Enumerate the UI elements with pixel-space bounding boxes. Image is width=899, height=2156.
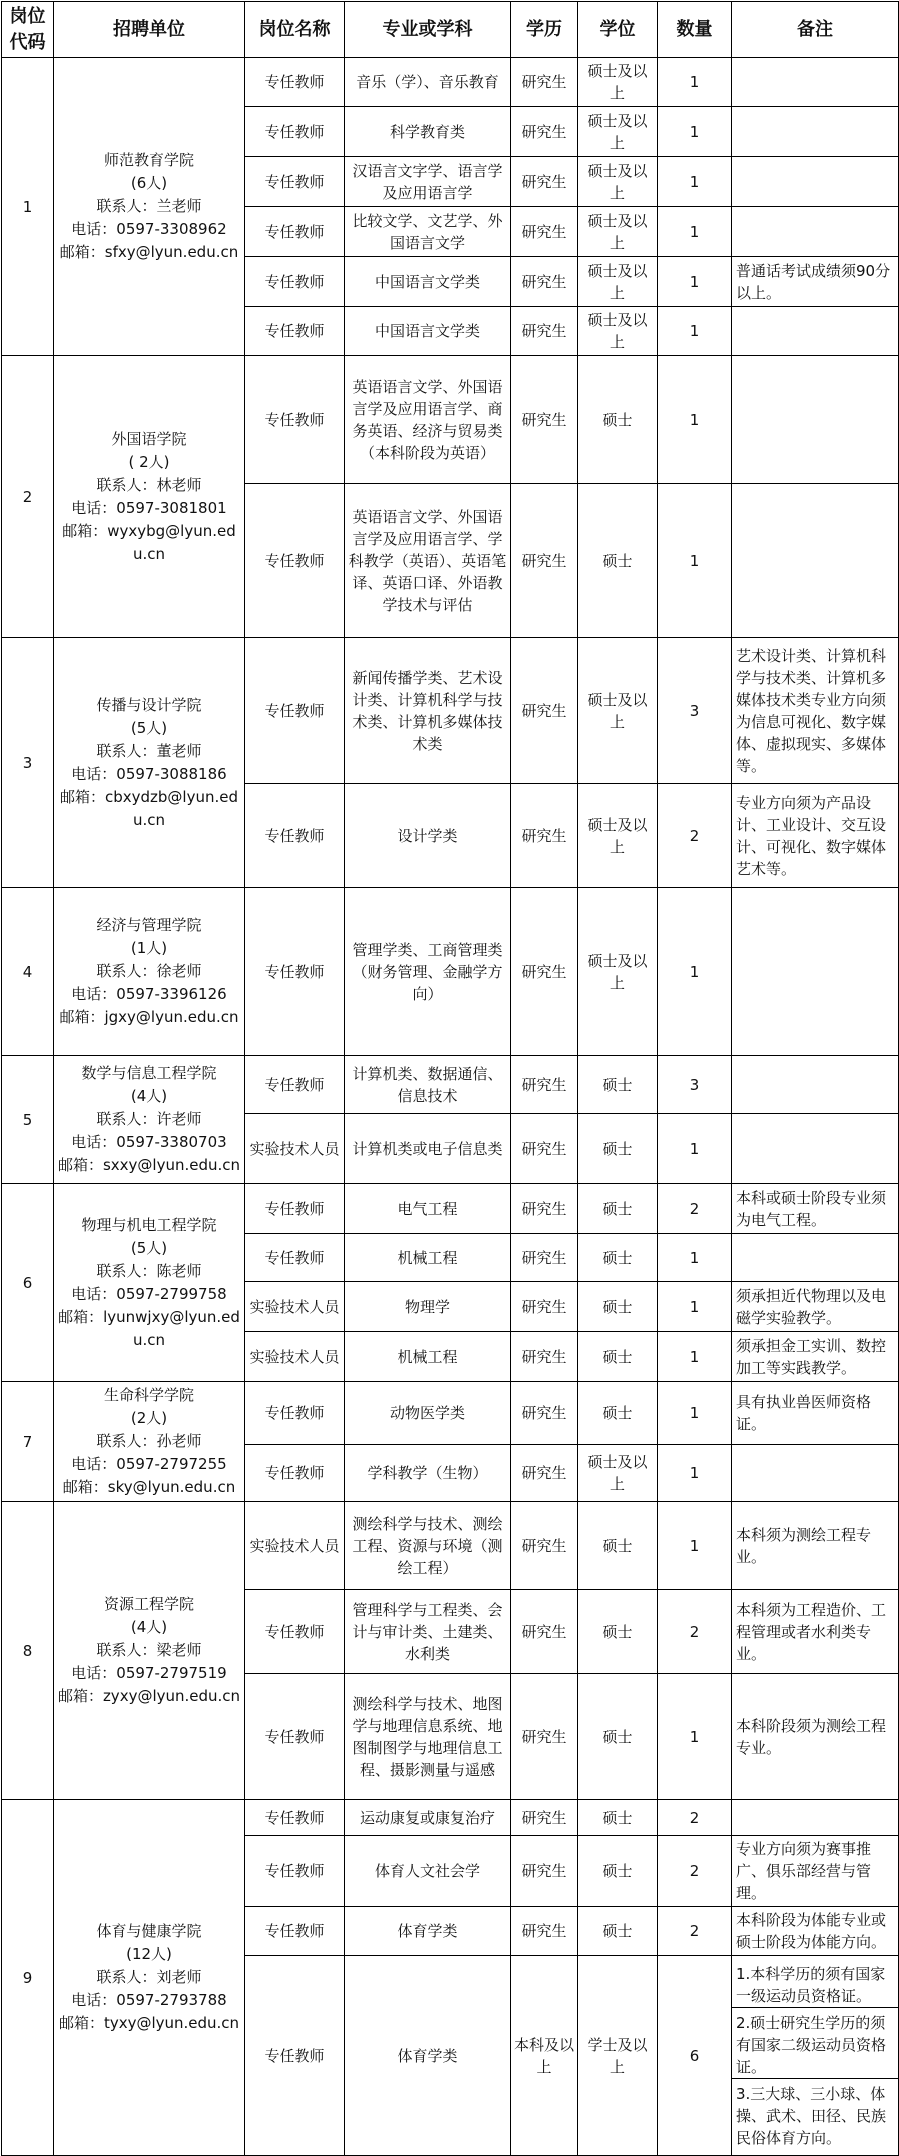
major-field: 学科教学（生物）	[345, 1445, 511, 1502]
table-row	[2, 888, 899, 1056]
unit-info	[54, 356, 245, 638]
unit-phone: 电话：0597-3380703	[71, 1133, 227, 1151]
degree: 硕士及以上	[578, 638, 658, 784]
position-name: 专任教师	[245, 1382, 345, 1445]
table-body	[2, 58, 899, 2156]
major-field: 体育学类	[345, 1956, 511, 2156]
unit-email: 邮箱：tyxy@lyun.edu.cn	[58, 2014, 240, 2032]
note-cell: 专业方向须为产品设计、工业设计、交互设计、可视化、数字媒体艺术等。	[732, 784, 899, 888]
unit-name: 生命科学学院	[103, 1386, 194, 1404]
degree: 硕士	[578, 1234, 658, 1282]
education: 研究生	[511, 484, 578, 638]
count: 1	[658, 58, 732, 107]
degree: 硕士	[578, 1800, 658, 1836]
count: 1	[658, 888, 732, 1056]
unit-name: 经济与管理学院	[96, 916, 202, 934]
unit-code: 9	[2, 1800, 54, 2156]
unit-info	[54, 1056, 245, 1184]
unit-info	[54, 888, 245, 1056]
recruitment-table	[1, 1, 899, 2156]
unit-info	[54, 1502, 245, 1800]
education: 研究生	[511, 638, 578, 784]
unit-email: 邮箱：sky@lyun.edu.cn	[62, 1478, 236, 1496]
education: 研究生	[511, 1184, 578, 1234]
major-field: 音乐（学）、音乐教育	[345, 58, 511, 107]
major-field: 管理学类、工商管理类（财务管理、金融学方向）	[345, 888, 511, 1056]
unit-email: 邮箱：lyunwjxy@lyun.edu.cn	[58, 1307, 240, 1349]
unit-name: 外国语学院	[111, 429, 187, 448]
note-cell	[732, 1800, 899, 1836]
header-education: 学历	[511, 2, 578, 58]
unit-name: 物理与机电工程学院	[81, 1215, 217, 1234]
major-field: 电气工程	[345, 1184, 511, 1234]
education: 研究生	[511, 257, 578, 307]
major-field: 计算机类或电子信息类	[345, 1114, 511, 1184]
major-field: 体育人文社会学	[345, 1836, 511, 1907]
unit-name: 师范教育学院	[103, 151, 194, 169]
count: 1	[658, 356, 732, 484]
education: 研究生	[511, 356, 578, 484]
unit-contact: 联系人：董老师	[96, 741, 202, 760]
unit-headcount: ( 2人)	[128, 452, 170, 471]
note-cell: 本科或硕士阶段专业须为电气工程。	[732, 1184, 899, 1234]
table-row	[2, 1184, 899, 1234]
note-cell: 具有执业兽医师资格证。	[732, 1382, 899, 1445]
header-major: 专业或学科	[345, 2, 511, 58]
position-name: 专任教师	[245, 207, 345, 257]
degree: 硕士	[578, 356, 658, 484]
education: 研究生	[511, 1836, 578, 1907]
unit-info	[54, 1184, 245, 1382]
major-field: 科学教育类	[345, 107, 511, 157]
education: 研究生	[511, 1590, 578, 1674]
degree: 硕士及以上	[578, 1445, 658, 1502]
unit-contact: 联系人：梁老师	[96, 1641, 202, 1659]
count: 1	[658, 484, 732, 638]
major-field: 计算机类、数据通信、信息技术	[345, 1056, 511, 1114]
count: 1	[658, 1114, 732, 1184]
unit-phone: 电话：0597-2793788	[71, 1991, 227, 2009]
note-cell	[732, 1445, 899, 1502]
header-note: 备注	[732, 2, 899, 58]
major-field: 中国语言文学类	[345, 307, 511, 356]
table-row	[2, 638, 899, 784]
degree: 硕士及以上	[578, 784, 658, 888]
degree: 硕士	[578, 1674, 658, 1800]
header-count: 数量	[658, 2, 732, 58]
header-row	[2, 2, 899, 58]
education: 研究生	[511, 888, 578, 1056]
unit-email: 邮箱：sfxy@lyun.edu.cn	[59, 243, 239, 261]
unit-code: 8	[2, 1502, 54, 1800]
table-row	[2, 1502, 899, 1590]
note-cell	[732, 207, 899, 257]
unit-info	[54, 1800, 245, 2156]
position-name: 专任教师	[245, 1907, 345, 1956]
degree: 硕士及以上	[578, 107, 658, 157]
degree: 硕士	[578, 1502, 658, 1590]
unit-name: 资源工程学院	[103, 1595, 194, 1613]
degree: 硕士	[578, 1282, 658, 1332]
position-name: 专任教师	[245, 1056, 345, 1114]
unit-email: 邮箱：jgxy@lyun.edu.cn	[59, 1008, 239, 1026]
major-field: 设计学类	[345, 784, 511, 888]
count: 2	[658, 1800, 732, 1836]
education: 研究生	[511, 1502, 578, 1590]
degree: 硕士及以上	[578, 888, 658, 1056]
note-cell	[732, 107, 899, 157]
unit-code: 2	[2, 356, 54, 638]
unit-contact: 联系人：孙老师	[96, 1432, 202, 1450]
major-field: 汉语言文字学、语言学及应用语言学	[345, 157, 511, 207]
unit-name: 传播与设计学院	[96, 695, 202, 714]
note-cell: 本科阶段为体能专业或硕士阶段为体能方向。	[732, 1907, 899, 1956]
unit-contact: 联系人：徐老师	[96, 962, 202, 980]
count: 3	[658, 638, 732, 784]
unit-code: 3	[2, 638, 54, 888]
degree: 硕士及以上	[578, 157, 658, 207]
header-code: 岗位代码	[2, 2, 54, 58]
position-name: 专任教师	[245, 1956, 345, 2156]
major-field: 测绘科学与技术、地图学与地理信息系统、地图制图学与地理信息工程、摄影测量与遥感	[345, 1674, 511, 1800]
count: 2	[658, 1184, 732, 1234]
major-field: 物理学	[345, 1282, 511, 1332]
unit-code: 5	[2, 1056, 54, 1184]
unit-phone: 电话：0597-2799758	[71, 1284, 227, 1303]
note-part: 2.硕士研究生学历的须有国家二级运动员资格证。	[732, 2007, 898, 2078]
major-field: 运动康复或康复治疗	[345, 1800, 511, 1836]
position-name: 专任教师	[245, 307, 345, 356]
note-cell	[732, 356, 899, 484]
position-name: 专任教师	[245, 356, 345, 484]
position-name: 专任教师	[245, 1184, 345, 1234]
count: 1	[658, 1234, 732, 1282]
note-cell	[732, 1114, 899, 1184]
education: 研究生	[511, 1234, 578, 1282]
note-cell	[732, 888, 899, 1056]
count: 1	[658, 1502, 732, 1590]
count: 3	[658, 1056, 732, 1114]
count: 2	[658, 1836, 732, 1907]
count: 1	[658, 107, 732, 157]
note-cell: 艺术设计类、计算机科学与技术类、计算机多媒体技术类专业方向须为信息可视化、数字媒体、虚拟现实、多媒体等。	[732, 638, 899, 784]
education: 研究生	[511, 1382, 578, 1445]
degree: 硕士	[578, 1382, 658, 1445]
education: 研究生	[511, 1056, 578, 1114]
table-row	[2, 58, 899, 107]
count: 6	[658, 1956, 732, 2156]
major-field: 体育学类	[345, 1907, 511, 1956]
degree: 硕士及以上	[578, 58, 658, 107]
unit-contact: 联系人：陈老师	[96, 1261, 202, 1280]
major-field: 新闻传播学类、艺术设计类、计算机科学与技术类、计算机多媒体技术类	[345, 638, 511, 784]
position-name: 专任教师	[245, 257, 345, 307]
note-cell	[732, 307, 899, 356]
position-name: 专任教师	[245, 638, 345, 784]
major-field: 测绘科学与技术、测绘工程、资源与环境（测绘工程）	[345, 1502, 511, 1590]
education: 本科及以上	[511, 1956, 578, 2156]
unit-headcount: (6人)	[130, 174, 168, 192]
position-name: 专任教师	[245, 1800, 345, 1836]
degree: 硕士及以上	[578, 207, 658, 257]
table-row	[2, 1800, 899, 1836]
unit-contact: 联系人：许老师	[96, 1110, 202, 1128]
count: 1	[658, 257, 732, 307]
degree: 硕士	[578, 1332, 658, 1382]
position-name: 实验技术人员	[245, 1332, 345, 1382]
unit-headcount: (5人)	[130, 1238, 168, 1257]
unit-contact: 联系人：刘老师	[96, 1968, 202, 1986]
degree: 硕士及以上	[578, 257, 658, 307]
unit-phone: 电话：0597-3088186	[71, 764, 227, 783]
education: 研究生	[511, 58, 578, 107]
education: 研究生	[511, 1332, 578, 1382]
education: 研究生	[511, 1907, 578, 1956]
unit-phone: 电话：0597-3081801	[71, 498, 227, 517]
note-part: 3.三大球、三小球、体操、武术、田径、民族民俗体育方向。	[732, 2078, 898, 2149]
unit-phone: 电话：0597-3308962	[71, 220, 227, 238]
degree: 硕士	[578, 1056, 658, 1114]
unit-headcount: (2人)	[130, 1409, 168, 1427]
count: 2	[658, 784, 732, 888]
position-name: 实验技术人员	[245, 1282, 345, 1332]
unit-code: 6	[2, 1184, 54, 1382]
position-name: 专任教师	[245, 107, 345, 157]
education: 研究生	[511, 1674, 578, 1800]
position-name: 专任教师	[245, 1836, 345, 1907]
unit-headcount: (12人)	[126, 1945, 172, 1963]
header-position: 岗位名称	[245, 2, 345, 58]
unit-headcount: (5人)	[130, 718, 168, 737]
unit-phone: 电话：0597-3396126	[71, 985, 227, 1003]
unit-info	[54, 638, 245, 888]
unit-name: 数学与信息工程学院	[81, 1064, 217, 1082]
header-unit: 招聘单位	[54, 2, 245, 58]
position-name: 专任教师	[245, 888, 345, 1056]
unit-email: 邮箱：zyxy@lyun.edu.cn	[57, 1687, 241, 1705]
count: 2	[658, 1590, 732, 1674]
unit-code: 4	[2, 888, 54, 1056]
note-cell: 普通话考试成绩须90分以上。	[732, 257, 899, 307]
note-cell: 须承担近代物理以及电磁学实验教学。	[732, 1282, 899, 1332]
note-cell: 专业方向须为赛事推广、俱乐部经营与管理。	[732, 1836, 899, 1907]
count: 1	[658, 1332, 732, 1382]
degree: 硕士	[578, 1590, 658, 1674]
major-field: 机械工程	[345, 1234, 511, 1282]
unit-email: 邮箱：cbxydzb@lyun.edu.cn	[59, 787, 238, 829]
major-field: 机械工程	[345, 1332, 511, 1382]
position-name: 专任教师	[245, 784, 345, 888]
major-field: 管理科学与工程类、会计与审计类、土建类、水利类	[345, 1590, 511, 1674]
degree: 硕士	[578, 1836, 658, 1907]
major-field: 动物医学类	[345, 1382, 511, 1445]
major-field: 英语语言文学、外国语言学及应用语言学、商务英语、经济与贸易类（本科阶段为英语）	[345, 356, 511, 484]
note-cell: 须承担金工实训、数控加工等实践教学。	[732, 1332, 899, 1382]
note-cell: 本科须为测绘工程专业。	[732, 1502, 899, 1590]
unit-code: 7	[2, 1382, 54, 1502]
unit-contact: 联系人：兰老师	[96, 197, 202, 215]
unit-phone: 电话：0597-2797255	[71, 1455, 227, 1473]
position-name: 专任教师	[245, 1590, 345, 1674]
position-name: 实验技术人员	[245, 1502, 345, 1590]
unit-headcount: (1人)	[130, 939, 168, 957]
count: 1	[658, 1674, 732, 1800]
degree: 硕士	[578, 1907, 658, 1956]
degree: 硕士	[578, 1184, 658, 1234]
unit-contact: 联系人：林老师	[96, 475, 202, 494]
major-field: 英语语言文学、外国语言学及应用语言学、学科教学（英语）、英语笔译、英语口译、外语教学技术与评估	[345, 484, 511, 638]
major-field: 中国语言文学类	[345, 257, 511, 307]
note-cell: 本科须为工程造价、工程管理或者水利类专业。	[732, 1590, 899, 1674]
count: 2	[658, 1907, 732, 1956]
unit-phone: 电话：0597-2797519	[71, 1664, 227, 1682]
unit-code: 1	[2, 58, 54, 356]
note-cell	[732, 1234, 899, 1282]
degree: 硕士	[578, 1114, 658, 1184]
unit-email: 邮箱：sxxy@lyun.edu.cn	[57, 1156, 241, 1174]
education: 研究生	[511, 157, 578, 207]
degree: 硕士及以上	[578, 307, 658, 356]
note-part: 1.本科学历的须有国家一级运动员资格证。	[736, 1964, 886, 2005]
count: 1	[658, 1445, 732, 1502]
education: 研究生	[511, 1114, 578, 1184]
position-name: 专任教师	[245, 58, 345, 107]
note-cell	[732, 58, 899, 107]
table-row	[2, 1382, 899, 1445]
unit-info	[54, 58, 245, 356]
education: 研究生	[511, 207, 578, 257]
unit-headcount: (4人)	[130, 1618, 168, 1636]
count: 1	[658, 207, 732, 257]
position-name: 实验技术人员	[245, 1114, 345, 1184]
note-cell	[732, 1956, 899, 2156]
note-cell	[732, 484, 899, 638]
note-cell	[732, 157, 899, 207]
unit-email: 邮箱：wyxybg@lyun.edu.cn	[62, 521, 236, 563]
count: 1	[658, 1282, 732, 1332]
table-row	[2, 1056, 899, 1114]
position-name: 专任教师	[245, 1234, 345, 1282]
degree: 学士及以上	[578, 1956, 658, 2156]
unit-info	[54, 1382, 245, 1502]
count: 1	[658, 1382, 732, 1445]
position-name: 专任教师	[245, 1674, 345, 1800]
unit-name: 体育与健康学院	[96, 1922, 202, 1940]
education: 研究生	[511, 1800, 578, 1836]
position-name: 专任教师	[245, 1445, 345, 1502]
education: 研究生	[511, 1282, 578, 1332]
education: 研究生	[511, 107, 578, 157]
table-row	[2, 356, 899, 484]
note-cell: 本科阶段须为测绘工程专业。	[732, 1674, 899, 1800]
education: 研究生	[511, 784, 578, 888]
count: 1	[658, 157, 732, 207]
count: 1	[658, 307, 732, 356]
education: 研究生	[511, 307, 578, 356]
position-name: 专任教师	[245, 157, 345, 207]
header-degree: 学位	[578, 2, 658, 58]
major-field: 比较文学、文艺学、外国语言文学	[345, 207, 511, 257]
note-cell	[732, 1056, 899, 1114]
position-name: 专任教师	[245, 484, 345, 638]
unit-headcount: (4人)	[130, 1087, 168, 1105]
degree: 硕士	[578, 484, 658, 638]
education: 研究生	[511, 1445, 578, 1502]
